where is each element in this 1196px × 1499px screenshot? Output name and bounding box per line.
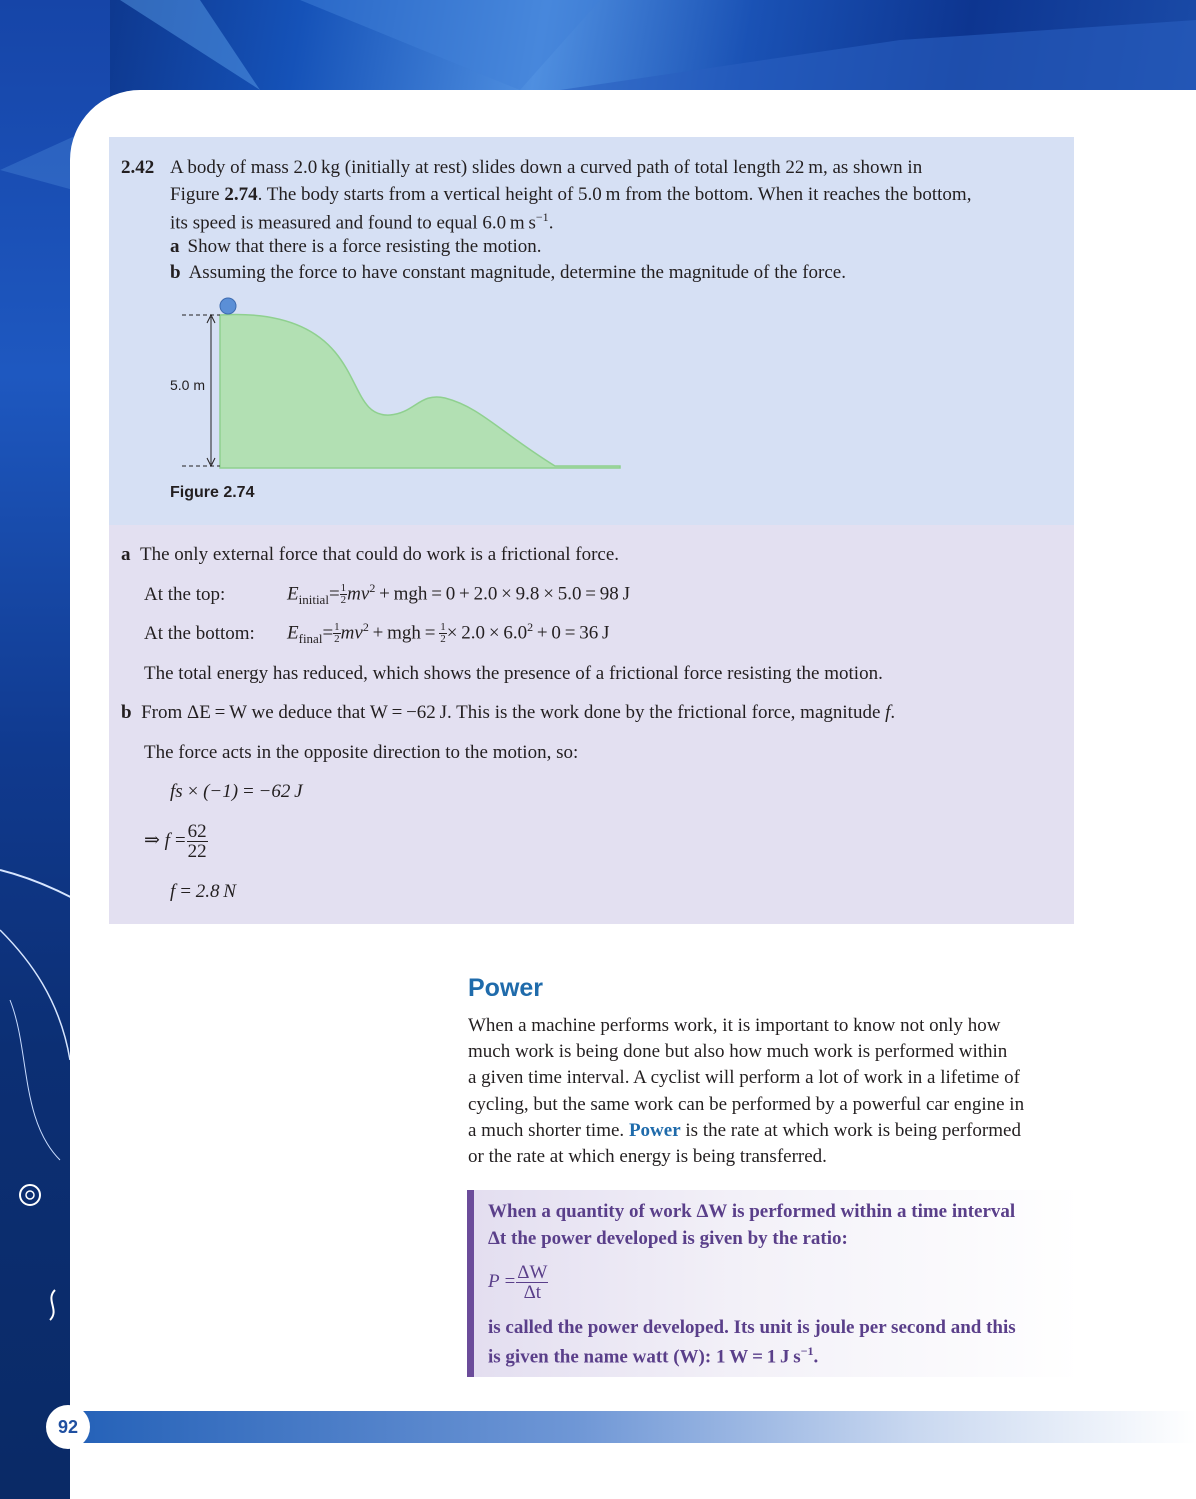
power-paragraph-line: or the rate at which energy is being transferred.	[468, 1146, 827, 1167]
question-line-3: its speed is measured and found to equal 6.0 m $s^{-1}$.	[170, 210, 554, 234]
power-paragraph-line: a given time interval. A cyclist will perform a lot of work in a lifetime of	[468, 1067, 1020, 1088]
figure-caption: Figure 2.74	[170, 484, 255, 501]
definition-line-1: When a quantity of work ΔW is performed within a time interval	[488, 1201, 1016, 1222]
power-formula: P = $\frac{\Delta W}{\Delta t}$	[488, 1262, 548, 1303]
height-label: 5.0 m	[170, 377, 206, 393]
question-part-a: a Show that there is a force resisting the motion.	[170, 236, 542, 257]
opposite-direction-text: The force acts in the opposite direction to the motion, so:	[144, 742, 579, 763]
power-paragraph-line: much work is being done but also how much work is performed within	[468, 1041, 1008, 1062]
bottom-label: At the bottom:	[144, 623, 255, 644]
answer-b: b From ΔE = W we deduce that W = −62 J. This is the work done by the frictional force, magnitude f.	[121, 702, 896, 723]
work-equation: fs × (−1) = −62 J	[170, 781, 303, 802]
question-line-2: Figure 2.74. The body starts from a vertical height of 5.0 m from the bottom. When it reaches the bottom,	[170, 184, 972, 205]
force-result: f = 2.8 N	[170, 881, 236, 902]
answer-a: a The only external force that could do work is a frictional force.	[121, 544, 620, 565]
section-heading-power: Power	[468, 974, 544, 1002]
slope-shape	[220, 314, 620, 468]
power-paragraph-line: cycling, but the same work can be performed by a powerful car engine in	[468, 1094, 1025, 1115]
force-fraction-equation: ⇒ f = $\frac{62}{22}$	[144, 821, 207, 862]
energy-reduced-text: The total energy has reduced, which shows the presence of a frictional force resisting the motion.	[144, 663, 883, 684]
question-part-b: b Assuming the force to have constant magnitude, determine the magnitude of the force.	[170, 262, 846, 283]
power-paragraph-line: When a machine performs work, it is important to know not only how	[468, 1015, 1001, 1036]
question-number: 2.42	[121, 157, 155, 178]
page-number: 92	[46, 1405, 90, 1449]
body-ball	[220, 298, 236, 314]
definition-line-4: is given the name watt (W): 1 W = 1 J $s^{-1}$.	[488, 1344, 819, 1368]
definition-line-3: is called the power developed. Its unit is joule per second and this	[488, 1317, 1016, 1338]
top-label: At the top:	[144, 584, 226, 605]
power-paragraph-line: a much shorter time. Power is the rate at which work is being performed	[468, 1120, 1021, 1141]
question-line-1: A body of mass 2.0 kg (initially at rest) slides down a curved path of total length 22 m, as shown in	[170, 157, 923, 178]
slope-diagram	[160, 292, 640, 477]
definition-line-2: Δt the power developed is given by the ratio:	[488, 1228, 848, 1249]
top-energy-equation: $E_{initial}=$ $\frac{1}{2}$ $mv^2$ + mgh = 0 + 2.0 × 9.8 × 5.0 = 98 J	[287, 581, 630, 608]
bottom-energy-equation: $E_{final}=$ $\frac{1}{2}$ $mv^2$ + mgh = $\frac{1}{2}$ × $2.0 \times 6.0^2 + 0 = 36$ J	[287, 620, 610, 647]
footer-bar	[72, 1411, 1196, 1443]
